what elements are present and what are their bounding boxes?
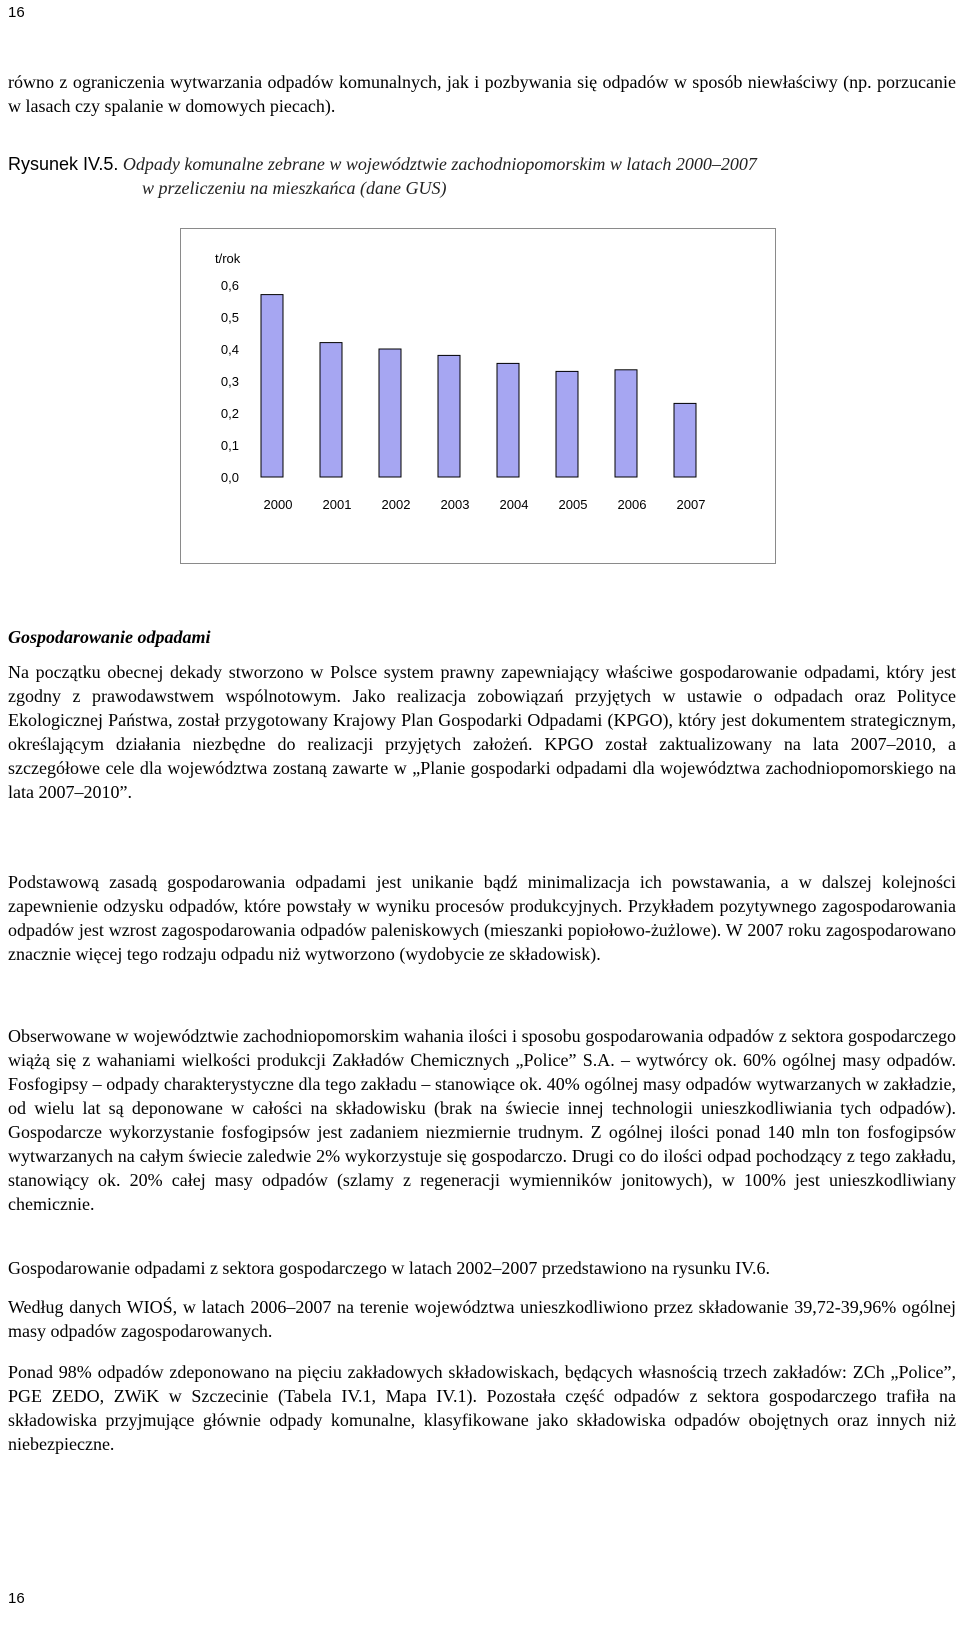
y-tick-label: 0,5: [220, 310, 239, 325]
bar-2003: [438, 355, 460, 477]
intro-paragraph: równo z ograniczenia wytwarzania odpadów komunalnych, jak i pozbywania się odpadów w sposób niewłaściwy (np. porzucanie w lasach czy spalanie w domowych piecach).: [8, 72, 956, 116]
y-tick-label: 0,3: [220, 374, 239, 389]
x-tick-label: 2007: [676, 497, 706, 512]
y-tick-label: 0,6: [220, 278, 239, 293]
y-tick-label: 0,1: [220, 438, 239, 453]
bar-chart: [180, 228, 776, 564]
bar-2000: [261, 295, 283, 477]
figure-caption: [8, 152, 956, 200]
bar-2006: [615, 370, 637, 477]
x-tick-label: 2003: [440, 497, 470, 512]
figure-title-line2: w przeliczeniu na mieszkańca (dane GUS): [142, 178, 447, 198]
x-tick-label: 2002: [381, 497, 411, 512]
page-number-bottom: 16: [8, 1590, 25, 1607]
paragraph-rysunek-ref: Gospodarowanie odpadami z sektora gospodarczego w latach 2002–2007 przedstawiono na rysunku IV.6.: [8, 1258, 770, 1278]
y-axis-unit-label: t/rok: [215, 251, 241, 266]
bar-2007: [674, 403, 696, 477]
y-tick-label: 0,2: [220, 406, 239, 421]
paragraph-kpgo: Na początku obecnej dekady stworzono w Polsce system prawny zapewniający właściwe gospodarowanie odpadami, który jest zgodny z prawodawstwem wspólnotowym. Jako realizacja zobowiązań przyjętych w ustawie o odpadach oraz Polityce Ekologicznej Państwa, został przygotowany Krajowy Plan Gospodarki Odpadami (KPGO), który jest dokumentem strategicznym, określającym działania niezbędne do realizacji przyjętych założeń. KPGO został zaktualizowany na lata 2007–2010, a szczegółowe cele dla województwa zostaną zawarte w „Planie gospodarki odpadami dla województwa zachodniopomorskiego na lata 2007–2010”.: [8, 662, 956, 802]
x-tick-label: 2001: [322, 497, 352, 512]
figure-label: Rysunek IV.5.: [8, 154, 119, 174]
bar-2004: [497, 363, 519, 477]
x-tick-label: 2000: [263, 497, 293, 512]
y-tick-label: 0,4: [220, 342, 239, 357]
paragraph-skladowiska: Ponad 98% odpadów zdeponowano na pięciu zakładowych składowiskach, będących własnością trzech zakładów: ZCh „Police”, PGE ZEDO, ZWiK w Szczecinie (Tabela IV.1, Mapa IV.1). Pozostała część odpadów z sektora gospodarczego trafiła na składowiska przyjmujące głównie odpady komunalne, klasyfikowane jako składowiska odpadów obojętnych oraz innych niż niebezpieczne.: [8, 1362, 956, 1454]
paragraph-police: Obserwowane w województwie zachodniopomorskim wahania ilości i sposobu gospodarowania odpadów z sektora gospodarczego wiążą się z wahaniami wielkości produkcji Zakładów Chemicznych „Police” S.A. – wytwórcy ok. 60% ogólnej masy odpadów. Fosfogipsy – odpady charakterystyczne dla tego zakładu – stanowiące ok. 40% ogólnej masy odpadów wytwarzanych w zakładzie, od wielu lat są deponowane w całości na składowisku (brak na świecie innej technologii unieszkodliwiania tych odpadów). Gospodarcze wykorzystanie fosfogipsów jest zadaniem niezmiernie trudnym. Z ogólnej ilości ponad 140 mln ton fosfogipsów wytwarzanych na całym świecie zaledwie 2% wykorzystuje się gospodarczo. Drugi co do ilości odpad pochodzący z tego zakładu, stanowiący ok. 20% całej masy odpadów (szlamy z regeneracji wymienników jonitowych), w 100% jest unieszkodliwiany chemicznie.: [8, 1026, 956, 1214]
y-tick-label: 0,0: [220, 470, 239, 485]
figure-title-line1: Odpady komunalne zebrane w województwie zachodniopomorskim w latach 2000–2007: [122, 154, 757, 174]
paragraph-zasada: Podstawową zasadą gospodarowania odpadami jest unikanie bądź minimalizacja ich powstawania, a w dalszej kolejności zapewnienie odzysku odpadów, które powstały w wyniku procesów produkcyjnych. Przykładem pozytywnego zagospodarowania odpadów jest wzrost zagospodarowania odpadów paleniskowych (mieszanki popiołowo-żużlowe). W 2007 roku zagospodarowano znacznie więcej tego rodzaju odpadu niż wytworzono (wydobycie ze składowisk).: [8, 872, 956, 964]
x-tick-label: 2006: [617, 497, 647, 512]
x-tick-label: 2005: [558, 497, 588, 512]
section-heading: Gospodarowanie odpadami: [8, 627, 211, 647]
bar-2005: [556, 371, 578, 477]
paragraph-wios: Według danych WIOŚ, w latach 2006–2007 na terenie województwa unieszkodliwiono przez składowanie 39,72-39,96% ogólnej masy odpadów zagospodarowanych.: [8, 1297, 956, 1341]
bar-chart-svg: [181, 229, 775, 563]
bar-2001: [320, 343, 342, 477]
page-number-top: 16: [8, 4, 25, 21]
bar-2002: [379, 349, 401, 477]
x-tick-label: 2004: [499, 497, 529, 512]
